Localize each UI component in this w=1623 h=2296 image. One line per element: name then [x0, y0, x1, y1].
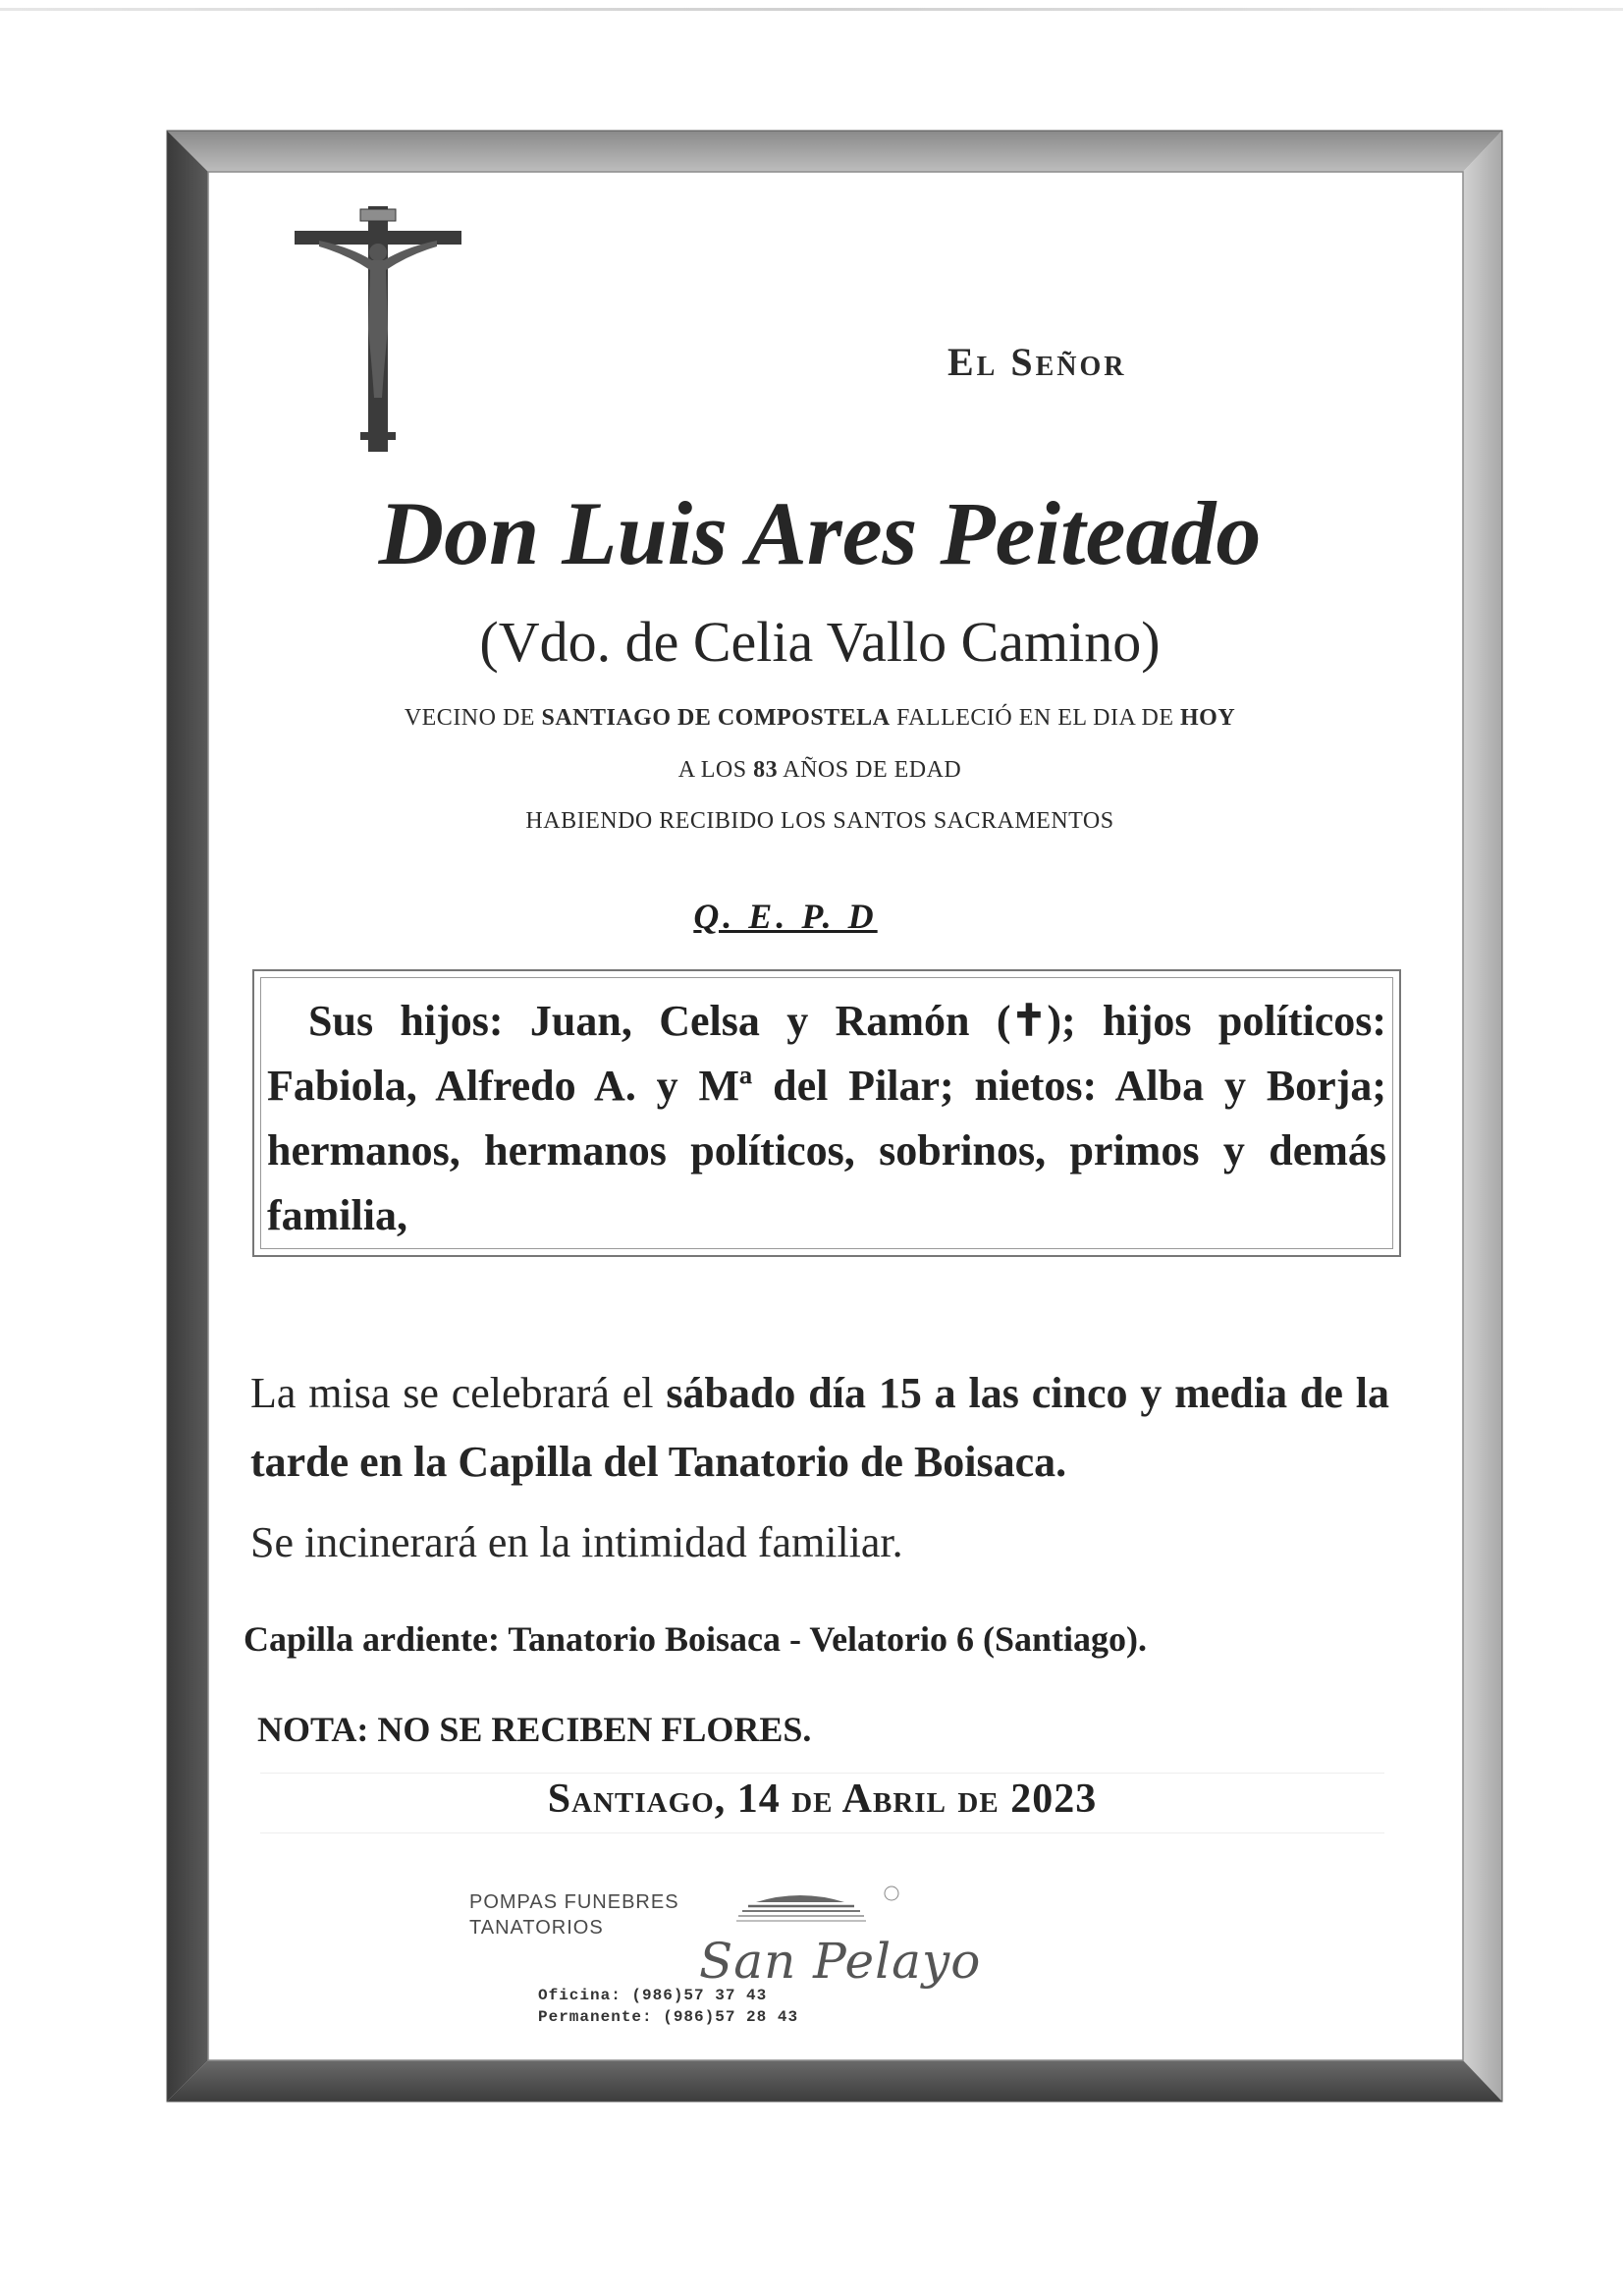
funeral-home-brand: San Pelayo — [699, 1933, 982, 1990]
widow-line: (Vdo. de Celia Vallo Camino) — [479, 610, 1161, 674]
line1-city: SANTIAGO DE COMPOSTELA — [541, 705, 891, 731]
salutation: El Señor — [947, 340, 1127, 384]
deceased-name: Don Luis Ares Peiteado — [378, 483, 1262, 583]
family-text: Sus hijos: Juan, Celsa y Ramón (✝); hijos políticos: Fabiola, Alfredo A. y Mª del Pilar; nietos: Alba y Borja; hermanos, hermanos políticos, sobrinos, primos y demás familia, — [267, 997, 1386, 1239]
chapel-info: Capilla ardiente: Tanatorio Boisaca - Velatorio 6 (Santiago). — [243, 1619, 1148, 1659]
mass-details: sábado día 15 a las cinco y media de la tarde en la Capilla del Tanatorio de Boisaca. — [250, 1369, 1389, 1486]
place-date: Santiago, 14 de Abril de 2023 — [547, 1777, 1098, 1822]
line1-part-c: FALLECIÓ EN EL DIA DE — [890, 705, 1180, 731]
permanent-phone: Permanente: (986)57 28 43 — [538, 2008, 799, 2026]
line1-part-a: VECINO DE — [404, 705, 542, 731]
mass-intro: La misa se celebrará el — [250, 1369, 667, 1417]
crucifix-icon — [290, 201, 466, 457]
line1-day: HOY — [1180, 705, 1236, 731]
funeral-home-line1: POMPAS FUNEBRES — [469, 1891, 679, 1913]
residence-death-line — [196, 705, 1443, 732]
age-line — [196, 757, 1443, 784]
qepd-mark: Q. E. P. D — [693, 897, 878, 936]
flowers-note: NOTA: NO SE RECIBEN FLORES. — [257, 1710, 812, 1749]
funeral-home-line2: TANATORIOS — [469, 1917, 604, 1939]
sacraments-line: HABIENDO RECIBIDO LOS SANTOS SACRAMENTOS — [525, 808, 1114, 834]
office-phone: Oficina: (986)57 37 43 — [538, 1987, 768, 2004]
incineration-note: Se incinerará en la intimidad familiar. — [250, 1518, 903, 1566]
line2-age: 83 — [753, 757, 779, 783]
mass-announcement — [250, 1359, 1389, 1497]
line2-part-a: A LOS — [677, 757, 754, 783]
line2-part-c: AÑOS DE EDAD — [778, 757, 962, 783]
